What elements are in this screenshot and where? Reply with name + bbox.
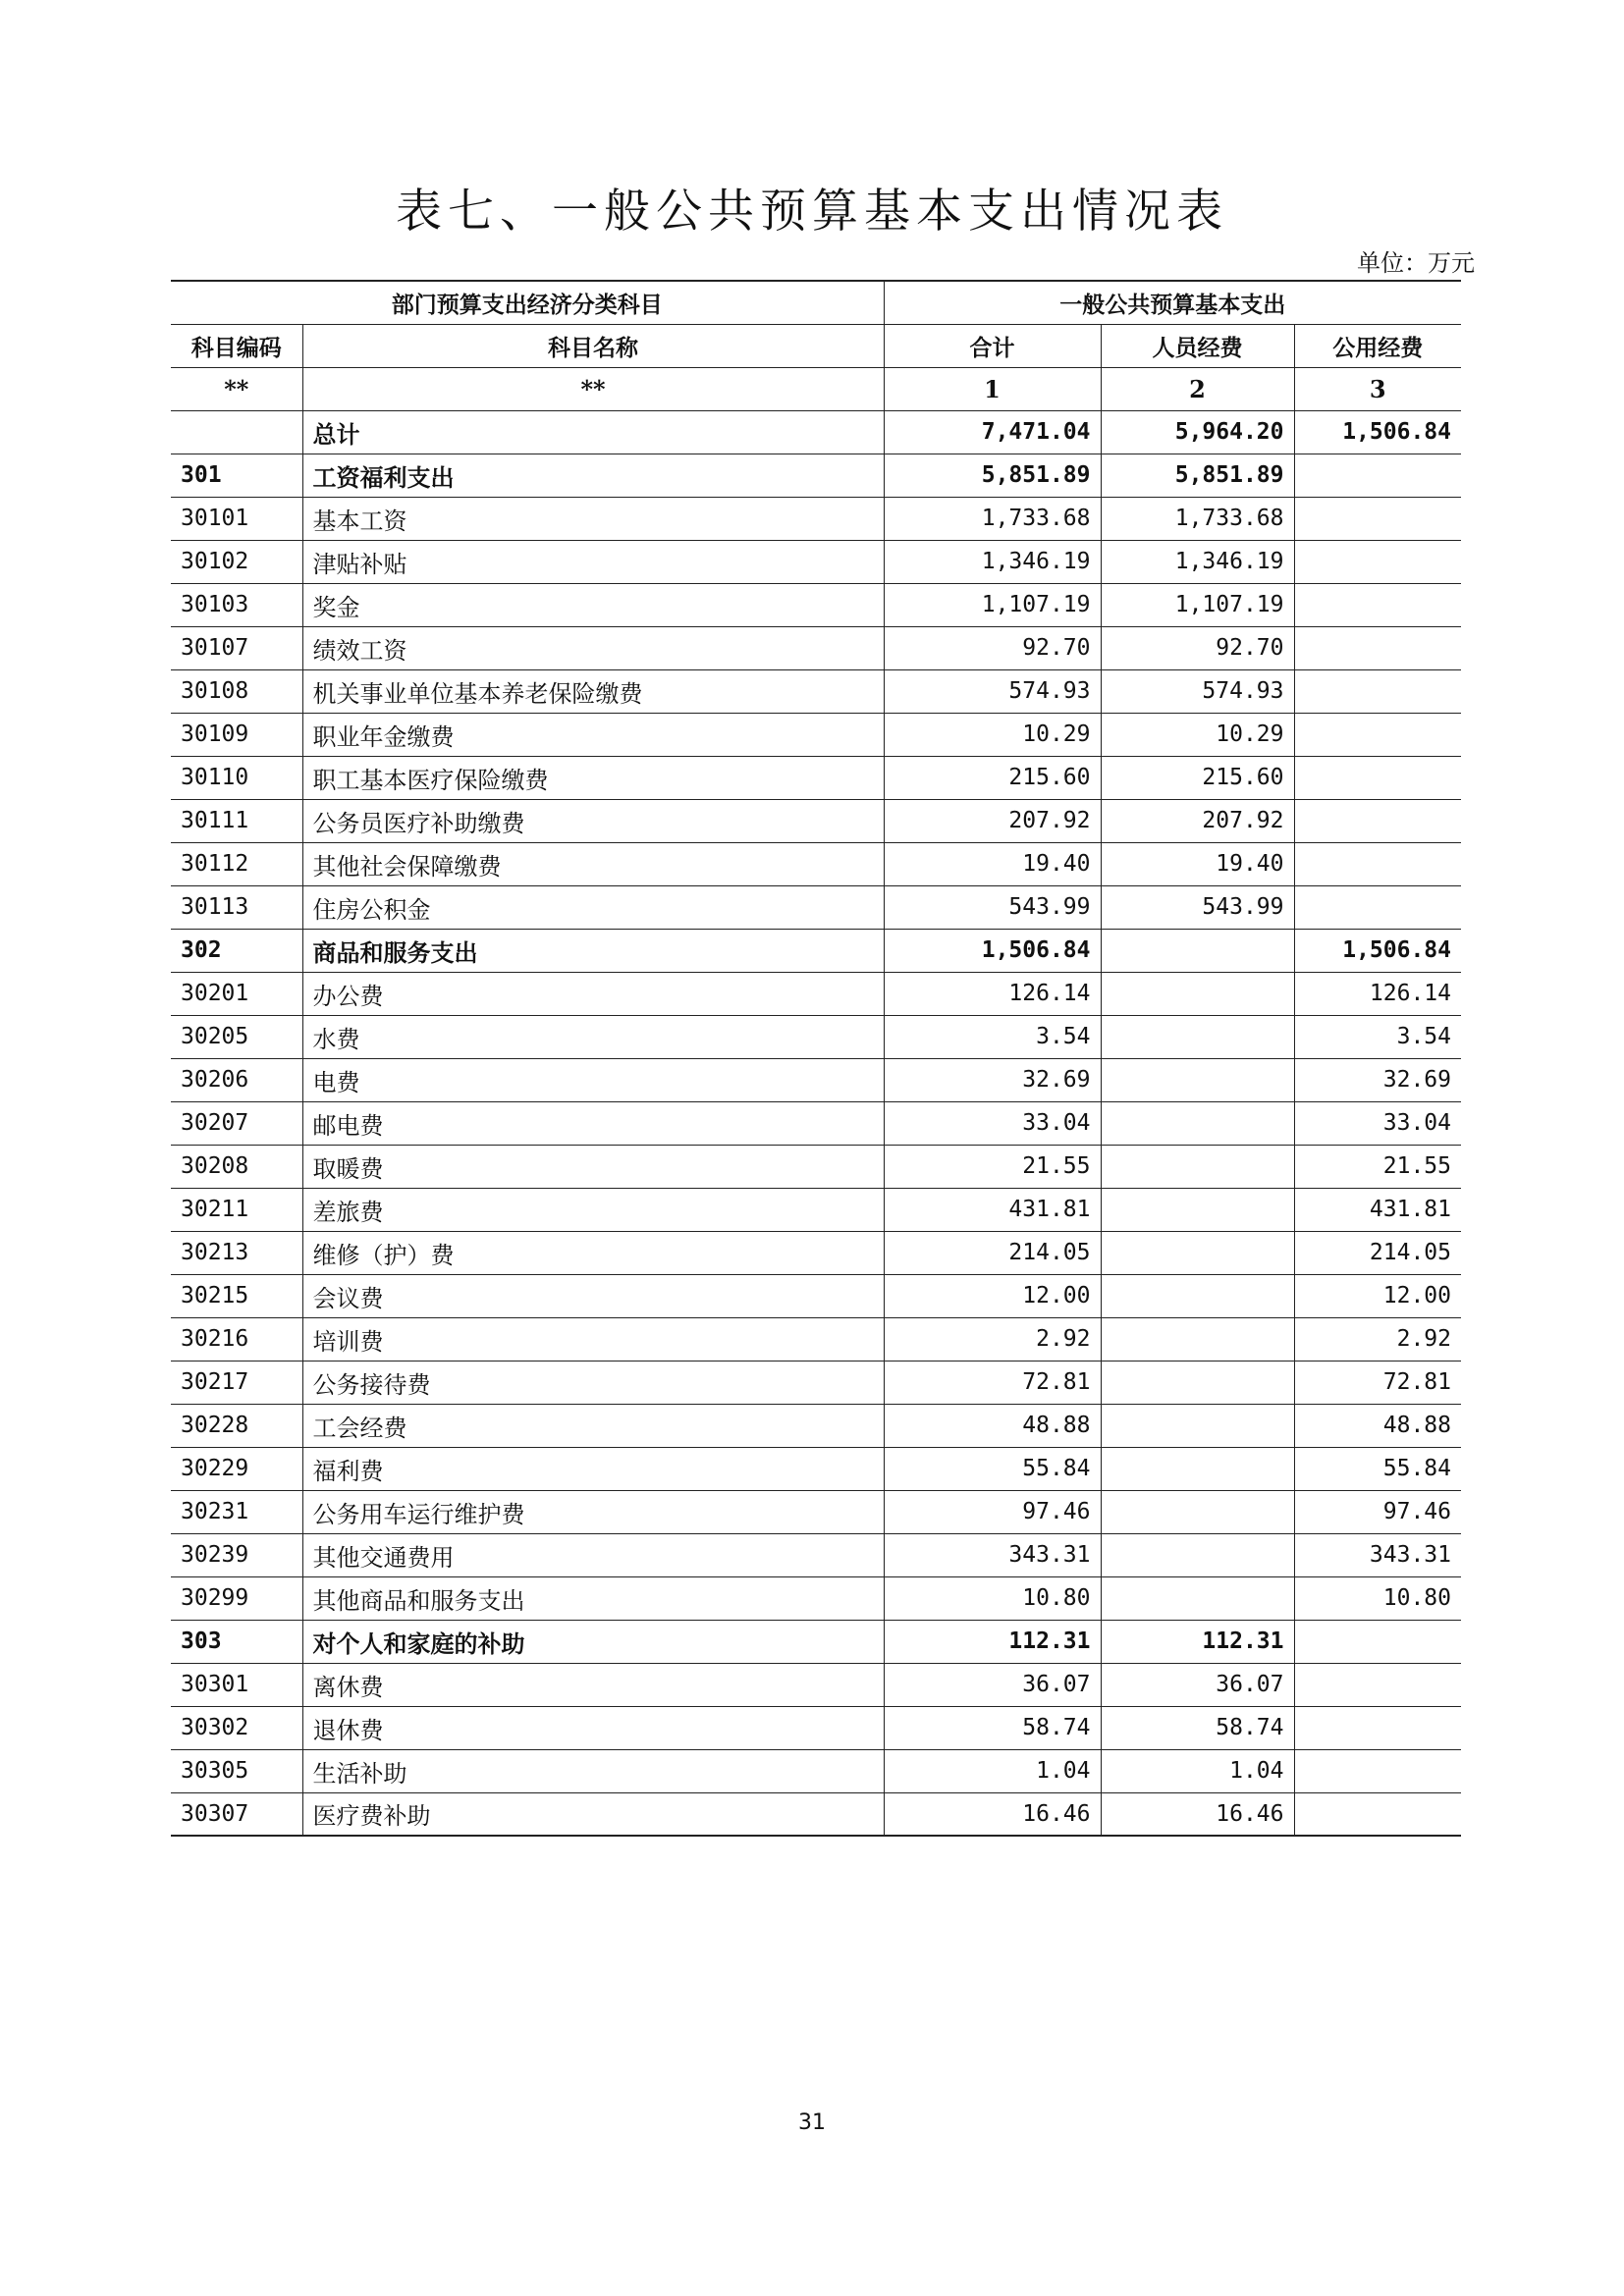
cell-personnel: 92.70 [1101,626,1294,669]
cell-total: 2.92 [884,1317,1101,1361]
unit-label: 单位：万元 [1357,249,1475,277]
cell-personnel: 16.46 [1101,1792,1294,1836]
cell-name: 职工基本医疗保险缴费 [302,756,884,799]
cell-total: 207.92 [884,799,1101,842]
index-public: 3 [1294,367,1461,410]
cell-personnel: 1.04 [1101,1749,1294,1792]
cell-total: 5,851.89 [884,454,1101,497]
table-row [171,626,1461,669]
cell-public: 72.81 [1294,1361,1461,1404]
cell-total: 1,506.84 [884,929,1101,972]
cell-public [1294,1792,1461,1836]
table-row [171,1101,1461,1145]
cell-total: 215.60 [884,756,1101,799]
cell-code [171,410,302,454]
cell-code: 30101 [171,497,302,540]
table-row [171,540,1461,583]
cell-public [1294,497,1461,540]
cell-public: 3.54 [1294,1015,1461,1058]
cell-code: 30102 [171,540,302,583]
cell-personnel: 5,851.89 [1101,454,1294,497]
cell-public: 126.14 [1294,972,1461,1015]
cell-code: 30205 [171,1015,302,1058]
cell-total: 1,107.19 [884,583,1101,626]
cell-name: 其他交通费用 [302,1533,884,1576]
cell-public [1294,583,1461,626]
cell-name: 公务员医疗补助缴费 [302,799,884,842]
table-row [171,410,1461,454]
cell-name: 办公费 [302,972,884,1015]
cell-code: 301 [171,454,302,497]
index-personnel: 2 [1101,367,1294,410]
cell-name: 机关事业单位基本养老保险缴费 [302,669,884,713]
cell-name: 其他商品和服务支出 [302,1576,884,1620]
cell-total: 92.70 [884,626,1101,669]
cell-public: 33.04 [1294,1101,1461,1145]
cell-name: 工会经费 [302,1404,884,1447]
cell-personnel [1101,1058,1294,1101]
cell-public: 1,506.84 [1294,929,1461,972]
cell-total: 343.31 [884,1533,1101,1576]
cell-code: 303 [171,1620,302,1663]
cell-code: 30110 [171,756,302,799]
cell-personnel [1101,929,1294,972]
column-header-code: 科目编码 [171,324,302,367]
cell-public [1294,454,1461,497]
table-row [171,756,1461,799]
cell-total: 1,346.19 [884,540,1101,583]
cell-code: 30216 [171,1317,302,1361]
cell-name: 工资福利支出 [302,454,884,497]
group-header-basic-expenditure: 一般公共预算基本支出 [884,281,1461,324]
table-body [171,410,1461,1836]
cell-code: 30215 [171,1274,302,1317]
cell-code: 30307 [171,1792,302,1836]
cell-name: 退休费 [302,1706,884,1749]
column-header-name: 科目名称 [302,324,884,367]
table-row [171,842,1461,885]
cell-personnel [1101,1145,1294,1188]
cell-code: 30229 [171,1447,302,1490]
table-row [171,454,1461,497]
table-row [171,583,1461,626]
cell-personnel [1101,1447,1294,1490]
cell-total: 21.55 [884,1145,1101,1188]
cell-code: 30208 [171,1145,302,1188]
cell-public [1294,842,1461,885]
index-name: ** [302,367,884,410]
cell-total: 33.04 [884,1101,1101,1145]
table-row [171,1404,1461,1447]
cell-public: 1,506.84 [1294,410,1461,454]
table-row [171,1663,1461,1706]
cell-public [1294,626,1461,669]
cell-total: 36.07 [884,1663,1101,1706]
cell-personnel [1101,1533,1294,1576]
table-row [171,1749,1461,1792]
cell-public [1294,669,1461,713]
cell-personnel [1101,972,1294,1015]
cell-total: 7,471.04 [884,410,1101,454]
cell-name: 总计 [302,410,884,454]
cell-code: 302 [171,929,302,972]
cell-name: 邮电费 [302,1101,884,1145]
cell-name: 住房公积金 [302,885,884,929]
table-row [171,1620,1461,1663]
cell-public: 55.84 [1294,1447,1461,1490]
cell-personnel: 5,964.20 [1101,410,1294,454]
cell-total: 12.00 [884,1274,1101,1317]
cell-public [1294,885,1461,929]
cell-personnel [1101,1317,1294,1361]
cell-public: 97.46 [1294,1490,1461,1533]
cell-personnel [1101,1101,1294,1145]
cell-code: 30113 [171,885,302,929]
table-row [171,1317,1461,1361]
cell-public [1294,1749,1461,1792]
cell-code: 30107 [171,626,302,669]
cell-public [1294,540,1461,583]
cell-code: 30211 [171,1188,302,1231]
table-row [171,972,1461,1015]
cell-public [1294,799,1461,842]
cell-name: 商品和服务支出 [302,929,884,972]
cell-name: 公务用车运行维护费 [302,1490,884,1533]
cell-name: 离休费 [302,1663,884,1706]
cell-total: 431.81 [884,1188,1101,1231]
cell-public: 12.00 [1294,1274,1461,1317]
cell-personnel: 1,346.19 [1101,540,1294,583]
table-row [171,1274,1461,1317]
table-row [171,1533,1461,1576]
cell-public: 2.92 [1294,1317,1461,1361]
cell-personnel [1101,1576,1294,1620]
cell-name: 对个人和家庭的补助 [302,1620,884,1663]
table-row [171,799,1461,842]
cell-code: 30302 [171,1706,302,1749]
table-row [171,885,1461,929]
cell-code: 30112 [171,842,302,885]
cell-personnel [1101,1404,1294,1447]
cell-personnel: 1,107.19 [1101,583,1294,626]
cell-code: 30213 [171,1231,302,1274]
cell-name: 水费 [302,1015,884,1058]
table-row [171,1015,1461,1058]
cell-total: 32.69 [884,1058,1101,1101]
table-row [171,1231,1461,1274]
table-row [171,713,1461,756]
cell-public [1294,1663,1461,1706]
cell-public: 32.69 [1294,1058,1461,1101]
cell-code: 30228 [171,1404,302,1447]
expenditure-table [171,280,1461,1837]
cell-total: 10.29 [884,713,1101,756]
cell-personnel [1101,1490,1294,1533]
cell-total: 16.46 [884,1792,1101,1836]
cell-total: 214.05 [884,1231,1101,1274]
column-header-public: 公用经费 [1294,324,1461,367]
cell-personnel [1101,1274,1294,1317]
cell-name: 维修（护）费 [302,1231,884,1274]
cell-total: 48.88 [884,1404,1101,1447]
table-row [171,1576,1461,1620]
cell-code: 30108 [171,669,302,713]
cell-total: 58.74 [884,1706,1101,1749]
cell-name: 医疗费补助 [302,1792,884,1836]
cell-name: 奖金 [302,583,884,626]
cell-total: 10.80 [884,1576,1101,1620]
cell-name: 福利费 [302,1447,884,1490]
cell-code: 30207 [171,1101,302,1145]
table-row [171,497,1461,540]
cell-code: 30206 [171,1058,302,1101]
cell-total: 55.84 [884,1447,1101,1490]
cell-public: 431.81 [1294,1188,1461,1231]
cell-personnel: 574.93 [1101,669,1294,713]
cell-code: 30217 [171,1361,302,1404]
cell-name: 职业年金缴费 [302,713,884,756]
cell-personnel: 112.31 [1101,1620,1294,1663]
cell-name: 培训费 [302,1317,884,1361]
cell-name: 公务接待费 [302,1361,884,1404]
cell-name: 会议费 [302,1274,884,1317]
cell-personnel: 543.99 [1101,885,1294,929]
cell-personnel: 207.92 [1101,799,1294,842]
column-header-total: 合计 [884,324,1101,367]
cell-total: 543.99 [884,885,1101,929]
cell-code: 30301 [171,1663,302,1706]
cell-total: 97.46 [884,1490,1101,1533]
table-row [171,1792,1461,1836]
cell-public [1294,1620,1461,1663]
table-row [171,1145,1461,1188]
cell-name: 绩效工资 [302,626,884,669]
cell-name: 其他社会保障缴费 [302,842,884,885]
cell-code: 30111 [171,799,302,842]
cell-personnel: 10.29 [1101,713,1294,756]
cell-total: 1,733.68 [884,497,1101,540]
cell-code: 30201 [171,972,302,1015]
group-header-classification: 部门预算支出经济分类科目 [171,281,884,324]
index-total: 1 [884,367,1101,410]
table-row [171,1447,1461,1490]
cell-personnel: 19.40 [1101,842,1294,885]
cell-name: 取暖费 [302,1145,884,1188]
cell-public: 10.80 [1294,1576,1461,1620]
cell-personnel: 1,733.68 [1101,497,1294,540]
cell-code: 30305 [171,1749,302,1792]
cell-code: 30239 [171,1533,302,1576]
cell-personnel: 215.60 [1101,756,1294,799]
cell-code: 30109 [171,713,302,756]
cell-public: 343.31 [1294,1533,1461,1576]
cell-total: 112.31 [884,1620,1101,1663]
cell-name: 电费 [302,1058,884,1101]
cell-total: 3.54 [884,1015,1101,1058]
cell-public [1294,713,1461,756]
cell-personnel: 58.74 [1101,1706,1294,1749]
cell-public: 48.88 [1294,1404,1461,1447]
cell-code: 30299 [171,1576,302,1620]
cell-public: 21.55 [1294,1145,1461,1188]
index-code: ** [171,367,302,410]
cell-personnel [1101,1231,1294,1274]
table-row [171,1188,1461,1231]
cell-total: 126.14 [884,972,1101,1015]
cell-personnel [1101,1361,1294,1404]
cell-name: 差旅费 [302,1188,884,1231]
table-row [171,669,1461,713]
cell-total: 19.40 [884,842,1101,885]
table-row [171,1058,1461,1101]
table-column-header-row [171,324,1461,367]
table-row [171,929,1461,972]
cell-code: 30103 [171,583,302,626]
page-title: 表七、一般公共预算基本支出情况表 [396,185,1228,239]
cell-code: 30231 [171,1490,302,1533]
cell-total: 1.04 [884,1749,1101,1792]
cell-name: 津贴补贴 [302,540,884,583]
column-header-personnel: 人员经费 [1101,324,1294,367]
cell-public [1294,1706,1461,1749]
page-number: 31 [798,2110,826,2135]
cell-name: 基本工资 [302,497,884,540]
table-row [171,1706,1461,1749]
cell-total: 574.93 [884,669,1101,713]
cell-personnel: 36.07 [1101,1663,1294,1706]
cell-personnel [1101,1015,1294,1058]
cell-public: 214.05 [1294,1231,1461,1274]
table-index-row [171,367,1461,410]
cell-public [1294,756,1461,799]
table-row [171,1490,1461,1533]
cell-total: 72.81 [884,1361,1101,1404]
table-group-header-row [171,281,1461,324]
cell-personnel [1101,1188,1294,1231]
table-row [171,1361,1461,1404]
cell-name: 生活补助 [302,1749,884,1792]
